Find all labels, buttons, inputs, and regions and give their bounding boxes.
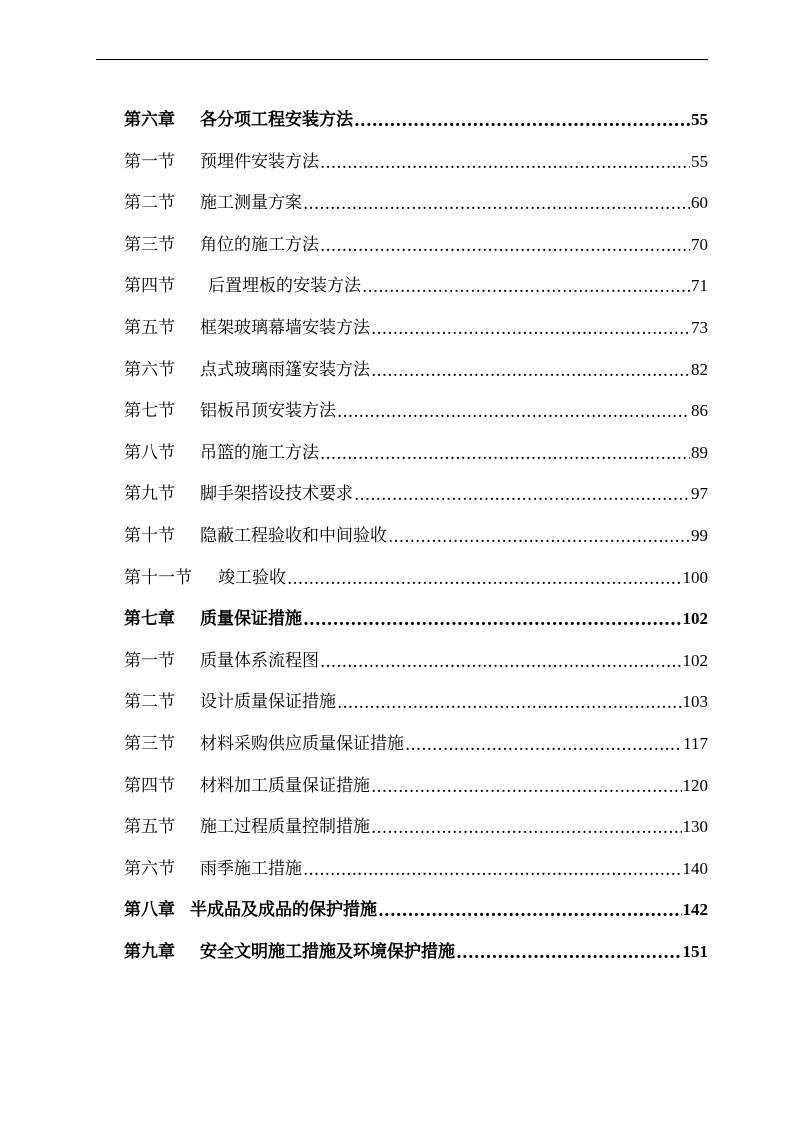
toc-entry-page: 55 bbox=[691, 151, 708, 171]
toc-dot-leader bbox=[337, 392, 690, 434]
toc-entry-title: 竣工验收 bbox=[218, 567, 286, 588]
toc-entry-chapter-9[interactable] bbox=[124, 931, 708, 973]
toc-entry-chapter-6[interactable] bbox=[124, 99, 708, 141]
toc-dot-leader bbox=[378, 891, 682, 933]
toc-dot-leader bbox=[362, 267, 690, 309]
toc-dot-leader bbox=[371, 309, 690, 351]
toc-entry-label: 第七节 bbox=[124, 401, 175, 422]
toc-dot-leader bbox=[456, 933, 682, 975]
toc-entry-label: 第六节 bbox=[124, 359, 175, 380]
toc-entry-title: 材料加工质量保证措施 bbox=[200, 775, 370, 796]
toc-entry-title: 隐蔽工程验收和中间验收 bbox=[200, 525, 387, 546]
toc-entry-chapter-8[interactable] bbox=[124, 889, 708, 931]
toc-entry-label: 第六章 bbox=[124, 110, 175, 130]
toc-entry-title: 质量体系流程图 bbox=[200, 650, 319, 671]
toc-entry-title: 各分项工程安装方法 bbox=[200, 110, 353, 130]
toc-entry-label: 第七章 bbox=[124, 609, 175, 630]
toc-entry-title: 材料采购供应质量保证措施 bbox=[200, 733, 404, 754]
toc-entry-label: 第八节 bbox=[124, 442, 175, 463]
toc-entry-page: 89 bbox=[691, 442, 708, 462]
toc-entry-title: 框架玻璃幕墙安装方法 bbox=[200, 317, 370, 338]
toc-entry-page: 71 bbox=[691, 276, 708, 296]
toc-entry-page: 100 bbox=[682, 567, 708, 587]
toc-entry-section[interactable] bbox=[124, 681, 708, 723]
toc-entry-title: 铝板吊顶安装方法 bbox=[200, 401, 336, 422]
toc-entry-label: 第五节 bbox=[124, 817, 175, 838]
toc-dot-leader bbox=[320, 642, 682, 684]
toc-entry-label: 第四节 bbox=[124, 775, 175, 796]
toc-dot-leader bbox=[371, 808, 682, 850]
toc-dot-leader bbox=[354, 475, 690, 517]
toc-dot-leader bbox=[303, 600, 682, 642]
toc-entry-label: 第十一节 bbox=[124, 567, 192, 588]
toc-entry-label: 第四节 bbox=[124, 276, 175, 297]
toc-dot-leader bbox=[303, 850, 682, 892]
toc-entry-label: 第三节 bbox=[124, 234, 175, 255]
toc-entry-page: 97 bbox=[691, 484, 708, 504]
toc-entry-page: 142 bbox=[682, 900, 708, 920]
toc-entry-page: 120 bbox=[682, 775, 708, 795]
toc-entry-title: 预埋件安装方法 bbox=[200, 151, 319, 172]
toc-dot-leader bbox=[371, 767, 682, 809]
toc-dot-leader bbox=[320, 226, 690, 268]
toc-entry-title: 吊篮的施工方法 bbox=[200, 442, 319, 463]
toc-entry-page: 55 bbox=[691, 110, 708, 129]
toc-entry-section[interactable] bbox=[124, 349, 708, 391]
toc-entry-section[interactable] bbox=[124, 141, 708, 183]
toc-entry-title: 设计质量保证措施 bbox=[200, 692, 336, 713]
toc-entry-label: 第一节 bbox=[124, 151, 175, 172]
toc-entry-chapter-7[interactable] bbox=[124, 598, 708, 640]
toc-entry-page: 73 bbox=[691, 317, 708, 337]
toc-entry-section[interactable] bbox=[124, 473, 708, 515]
toc-entry-section[interactable] bbox=[124, 390, 708, 432]
toc-entry-label: 第三节 bbox=[124, 733, 175, 754]
toc-entry-page: 102 bbox=[682, 650, 708, 670]
toc-entry-section[interactable] bbox=[124, 515, 708, 557]
toc-entry-page: 99 bbox=[691, 525, 708, 545]
toc-entry-title: 施工测量方案 bbox=[200, 193, 302, 214]
toc-entry-page: 102 bbox=[682, 609, 708, 629]
table-of-contents bbox=[124, 99, 708, 972]
toc-dot-leader bbox=[337, 683, 682, 725]
toc-entry-page: 70 bbox=[691, 234, 708, 254]
toc-entry-section[interactable] bbox=[124, 557, 708, 599]
toc-entry-title: 后置埋板的安装方法 bbox=[208, 276, 361, 297]
toc-entry-title: 雨季施工措施 bbox=[200, 858, 302, 879]
toc-dot-leader bbox=[303, 184, 690, 226]
toc-entry-title: 质量保证措施 bbox=[200, 609, 302, 630]
toc-entry-page: 140 bbox=[682, 858, 708, 878]
toc-entry-title: 点式玻璃雨篷安装方法 bbox=[200, 359, 370, 380]
toc-entry-page: 60 bbox=[691, 193, 708, 213]
toc-entry-title: 安全文明施工措施及环境保护措施 bbox=[200, 941, 455, 962]
toc-entry-page: 130 bbox=[682, 817, 708, 837]
toc-entry-label: 第二节 bbox=[124, 193, 175, 214]
toc-dot-leader bbox=[287, 559, 682, 601]
toc-entry-label: 第九章 bbox=[124, 941, 175, 962]
toc-entry-section[interactable] bbox=[124, 224, 708, 266]
toc-entry-section[interactable] bbox=[124, 723, 708, 765]
toc-entry-title: 角位的施工方法 bbox=[200, 234, 319, 255]
toc-entry-section[interactable] bbox=[124, 182, 708, 224]
toc-entry-label: 第二节 bbox=[124, 692, 175, 713]
toc-entry-page: 86 bbox=[691, 401, 708, 421]
toc-dot-leader bbox=[320, 143, 690, 185]
header-rule bbox=[96, 59, 708, 60]
toc-entry-title: 施工过程质量控制措施 bbox=[200, 817, 370, 838]
toc-entry-section[interactable] bbox=[124, 765, 708, 807]
toc-entry-title: 脚手架搭设技术要求 bbox=[200, 484, 353, 505]
toc-entry-section[interactable] bbox=[124, 265, 708, 307]
toc-dot-leader bbox=[388, 517, 690, 559]
toc-entry-section[interactable] bbox=[124, 432, 708, 474]
toc-entry-section[interactable] bbox=[124, 640, 708, 682]
toc-dot-leader bbox=[405, 725, 682, 767]
toc-entry-section[interactable] bbox=[124, 307, 708, 349]
toc-dot-leader bbox=[354, 101, 690, 143]
toc-entry-section[interactable] bbox=[124, 806, 708, 848]
toc-entry-page: 103 bbox=[682, 692, 708, 712]
toc-entry-page: 151 bbox=[682, 941, 708, 961]
toc-entry-label: 第十节 bbox=[124, 525, 175, 546]
toc-entry-label: 第八章 bbox=[124, 900, 175, 921]
toc-dot-leader bbox=[320, 434, 690, 476]
toc-entry-section[interactable] bbox=[124, 848, 708, 890]
toc-dot-leader bbox=[371, 351, 690, 393]
toc-entry-label: 第九节 bbox=[124, 484, 175, 505]
toc-entry-label: 第五节 bbox=[124, 317, 175, 338]
toc-entry-label: 第六节 bbox=[124, 858, 175, 879]
toc-entry-title: 半成品及成品的保护措施 bbox=[190, 900, 377, 921]
toc-entry-label: 第一节 bbox=[124, 650, 175, 671]
toc-entry-page: 82 bbox=[691, 359, 708, 379]
toc-entry-page: 117 bbox=[683, 733, 708, 753]
